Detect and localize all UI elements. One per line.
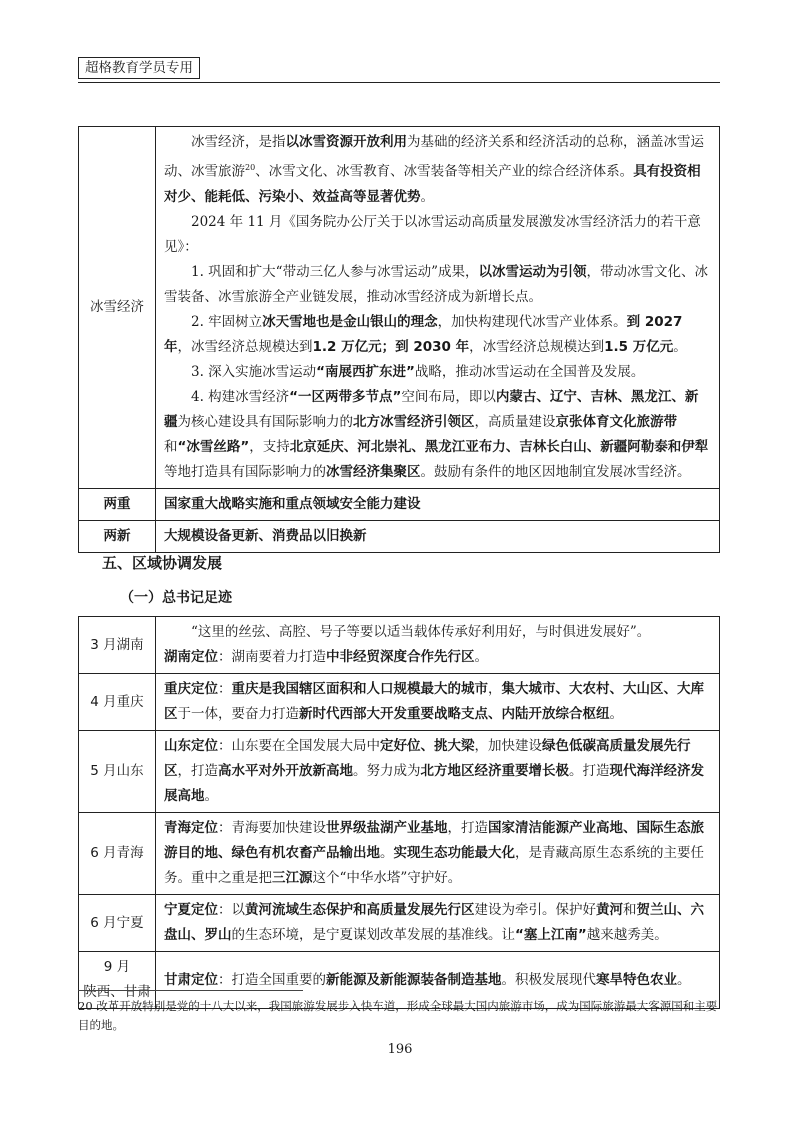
qinghai-content: 青海定位：青海要加快建设世界级盐湖产业基地，打造国家清洁能源产业高地、国际生态旅游目的地、绿色有机农畜产品输出地。实现生态功能最大化，是青藏高原生态系统的主要任务。重中之重是把三江源这个“中华水塔”守护好。 [156, 813, 720, 895]
two-major-content: 国家重大战略实施和重点领域安全能力建设 [156, 488, 720, 520]
policy-table [78, 126, 720, 553]
table-row [79, 674, 720, 731]
chongqing-content: 重庆定位：重庆是我国辖区面积和人口规模最大的城市，集大城市、大农村、大山区、大库区于一体，要奋力打造新时代西部大开发重要战略支点、内陆开放综合枢纽。 [156, 674, 720, 731]
table-row [79, 617, 720, 674]
hunan-content: “这里的丝弦、高腔、号子等要以适当载体传承好利用好，与时俱进发展好”。 湖南定位：湖南要着力打造中非经贸深度合作先行区。 [156, 617, 720, 674]
policy-point-4: 4. 构建冰雪经济“一区两带多节点”空间布局，即以内蒙古、辽宁、吉林、黑龙江、新疆为核心建设具有国际影响力的北方冰雪经济引领区，高质量建设京张体育文化旅游带和“冰雪丝路”，支持北京延庆、河北崇礼、黑龙江亚布力、吉林长白山、新疆阿勒泰和伊犁等地打造具有国际影响力的冰雪经济集聚区。鼓励有条件的地区因地制宜发展冰雪经济。 [164, 388, 709, 480]
subsection-heading: （一）总书记足迹 [120, 590, 232, 606]
table-row [79, 813, 720, 895]
row-label-shaanxi-gansu: 9 月 陕西、甘肃 [79, 952, 156, 1009]
table-row [79, 488, 720, 520]
table-row [79, 895, 720, 952]
table-row [79, 731, 720, 813]
header-rule [78, 82, 720, 83]
section-heading: 五、区域协调发展 [102, 554, 223, 572]
gansu-content: 甘肃定位：打造全国重要的新能源及新能源装备制造基地。积极发展现代寒旱特色农业。 [156, 952, 720, 1009]
policy-point-1: 1. 巩固和扩大“带动三亿人参与冰雪运动”成果，以冰雪运动为引领，带动冰雪文化、冰雪装备、冰雪旅游全产业链发展，推动冰雪经济成为新增长点。 [164, 263, 708, 305]
row-label-qinghai: 6 月青海 [79, 813, 156, 895]
policy-point-2: 2. 牢固树立冰天雪地也是金山银山的理念，加快构建现代冰雪产业体系。到 2027 年，冰雪经济总规模达到1.2 万亿元；到 2030 年，冰雪经济总规模达到1.5 万亿元。 [164, 313, 687, 355]
row-label-two-new: 两新 [79, 520, 156, 552]
header-tag: 超格教育学员专用 [78, 57, 200, 79]
row-label-shandong: 5 月山东 [79, 731, 156, 813]
row-label-two-major: 两重 [79, 488, 156, 520]
policy-doc-title: 2024 年 11 月《国务院办公厅关于以冰雪运动高质量发展激发冰雪经济活力的若干意见》： [164, 213, 701, 255]
two-new-content: 大规模设备更新、消费品以旧换新 [156, 520, 720, 552]
footnote-ref: 20 [245, 163, 256, 172]
table-row [79, 520, 720, 552]
row-label-hunan: 3 月湖南 [79, 617, 156, 674]
row-label-chongqing: 4 月重庆 [79, 674, 156, 731]
row-label-ice-snow: 冰雪经济 [79, 127, 156, 489]
footprints-table [78, 616, 720, 1009]
ningxia-content: 宁夏定位：以黄河流域生态保护和高质量发展先行区建设为牵引。保护好黄河和贺兰山、六盘山、罗山的生态环境，是宁夏谋划改革发展的基准线。让“塞上江南”越来越秀美。 [156, 895, 720, 952]
hunan-quote: “这里的丝弦、高腔、号子等要以适当载体传承好利用好，与时俱进发展好”。 [191, 624, 651, 640]
ice-snow-content [156, 127, 720, 489]
footnote: 20 改革开放特别是党的十八大以来，我国旅游发展步入快车道，形成全球最大国内旅游市场，成为国际旅游最大客源国和主要目的地。 [78, 999, 718, 1032]
row-label-ningxia: 6 月宁夏 [79, 895, 156, 952]
table-row [79, 127, 720, 489]
ice-snow-definition: 冰雪经济，是指以冰雪资源开放利用为基础的经济关系和经济活动的总称，涵盖冰雪运动、冰雪旅游$^{20}$、冰雪文化、冰雪教育、冰雪装备等相关产业的综合经济体系。具有投资相对少、能耗低、污染小、效益高等显著优势。 [164, 134, 704, 205]
footnote-rule [78, 990, 303, 991]
policy-point-3: 3. 深入实施冰雪运动“南展西扩东进”战略，推动冰雪运动在全国普及发展。 [191, 363, 645, 380]
shandong-content: 山东定位：山东要在全国发展大局中定好位、挑大梁，加快建设绿色低碳高质量发展先行区，打造高水平对外开放新高地。努力成为北方地区经济重要增长极。打造现代海洋经济发展高地。 [156, 731, 720, 813]
page-number: 196 [387, 1042, 413, 1057]
